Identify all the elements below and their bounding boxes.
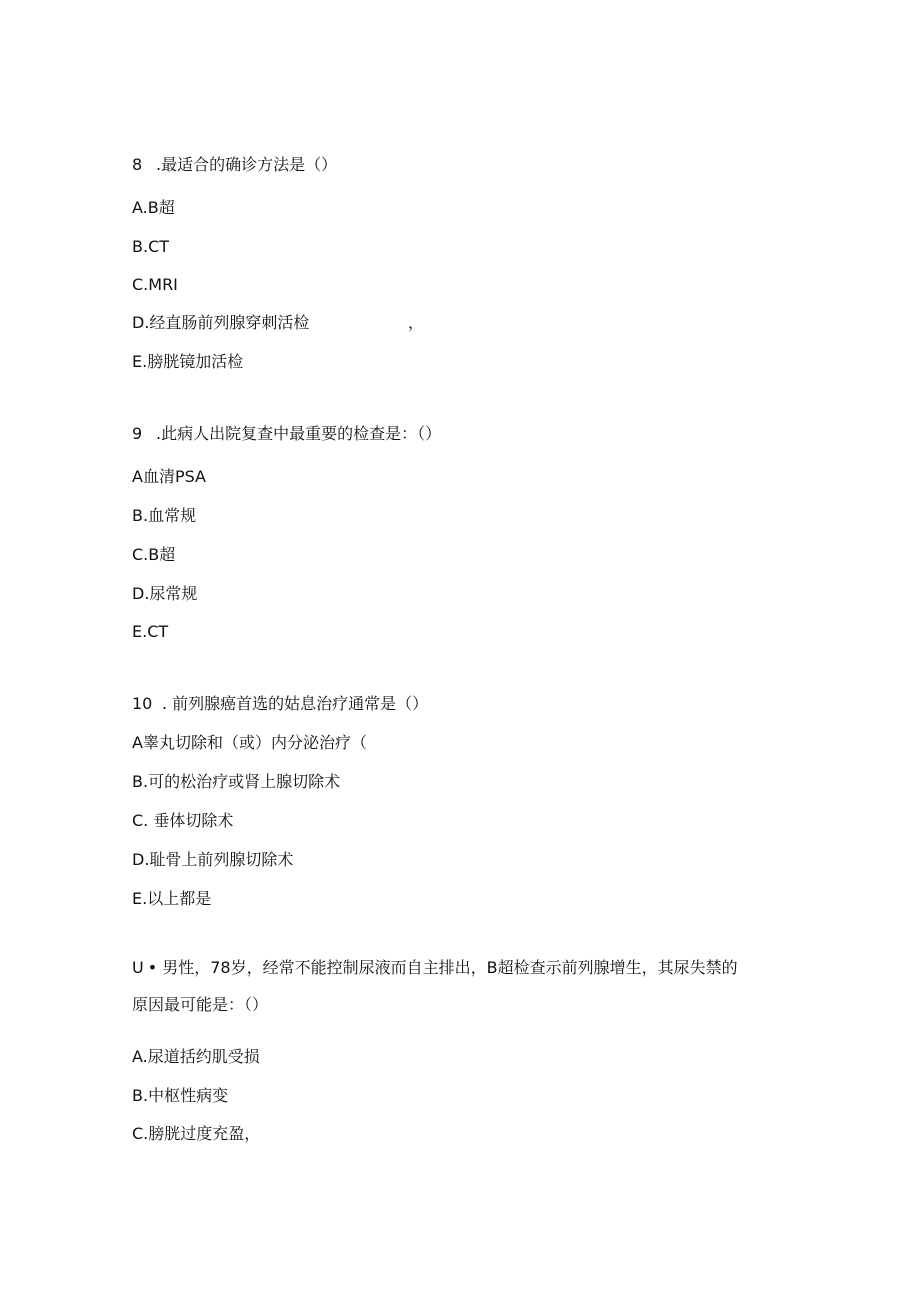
question-number: U bbox=[132, 958, 144, 977]
question-8-option-d bbox=[132, 313, 432, 333]
question-9-option-a: A血清PSA bbox=[132, 467, 206, 486]
question-10-option-d: D.耻骨上前列腺切除术 bbox=[132, 850, 294, 869]
question-11-stem-line2: 原因最可能是：（） bbox=[132, 995, 269, 1014]
question-10-option-a: A睾丸切除和（或）内分泌治疗（ bbox=[132, 733, 367, 752]
question-8-option-a: A.B超 bbox=[132, 198, 175, 217]
question-number: 10 bbox=[132, 694, 153, 713]
question-9-option-c: C.B超 bbox=[132, 545, 176, 564]
question-8-option-e: E.膀胱镜加活检 bbox=[132, 352, 244, 371]
question-8-option-b: B.CT bbox=[132, 237, 170, 256]
question-9-stem bbox=[132, 424, 441, 444]
question-9-option-b: B.血常规 bbox=[132, 506, 197, 525]
option-text: D.经直肠前列腺穿刺活检 bbox=[132, 313, 310, 332]
question-10-option-b: B.可的松治疗或肾上腺切除术 bbox=[132, 772, 341, 791]
question-number: 8 bbox=[132, 155, 143, 174]
question-11-option-a: A.尿道括约肌受损 bbox=[132, 1047, 260, 1066]
question-text: • 男性，78岁，经常不能控制尿液而自主排出，B超检查示前列腺增生，其尿失禁的 bbox=[147, 958, 738, 977]
question-11-option-b: B.中枢性病变 bbox=[132, 1086, 229, 1105]
trailing-mark: ， bbox=[408, 313, 425, 332]
question-9-option-d: D.尿常规 bbox=[132, 584, 198, 603]
question-text: .此病人出院复查中最重要的检查是：（） bbox=[156, 424, 442, 443]
question-10-stem bbox=[132, 694, 428, 714]
question-8-stem bbox=[132, 155, 337, 175]
question-9-option-e: E.CT bbox=[132, 622, 169, 641]
question-11-stem-line1 bbox=[132, 958, 738, 978]
question-text: .最适合的确诊方法是（） bbox=[156, 155, 338, 174]
question-10-option-e: E.以上都是 bbox=[132, 889, 212, 908]
question-10-option-c: C. 垂体切除术 bbox=[132, 811, 234, 830]
question-text: . 前列腺癌首选的姑息治疗通常是（） bbox=[162, 694, 429, 713]
question-8-option-c: C.MRI bbox=[132, 275, 178, 294]
question-number: 9 bbox=[132, 424, 143, 443]
question-11-option-c: C.膀胱过度充盈， bbox=[132, 1124, 261, 1143]
